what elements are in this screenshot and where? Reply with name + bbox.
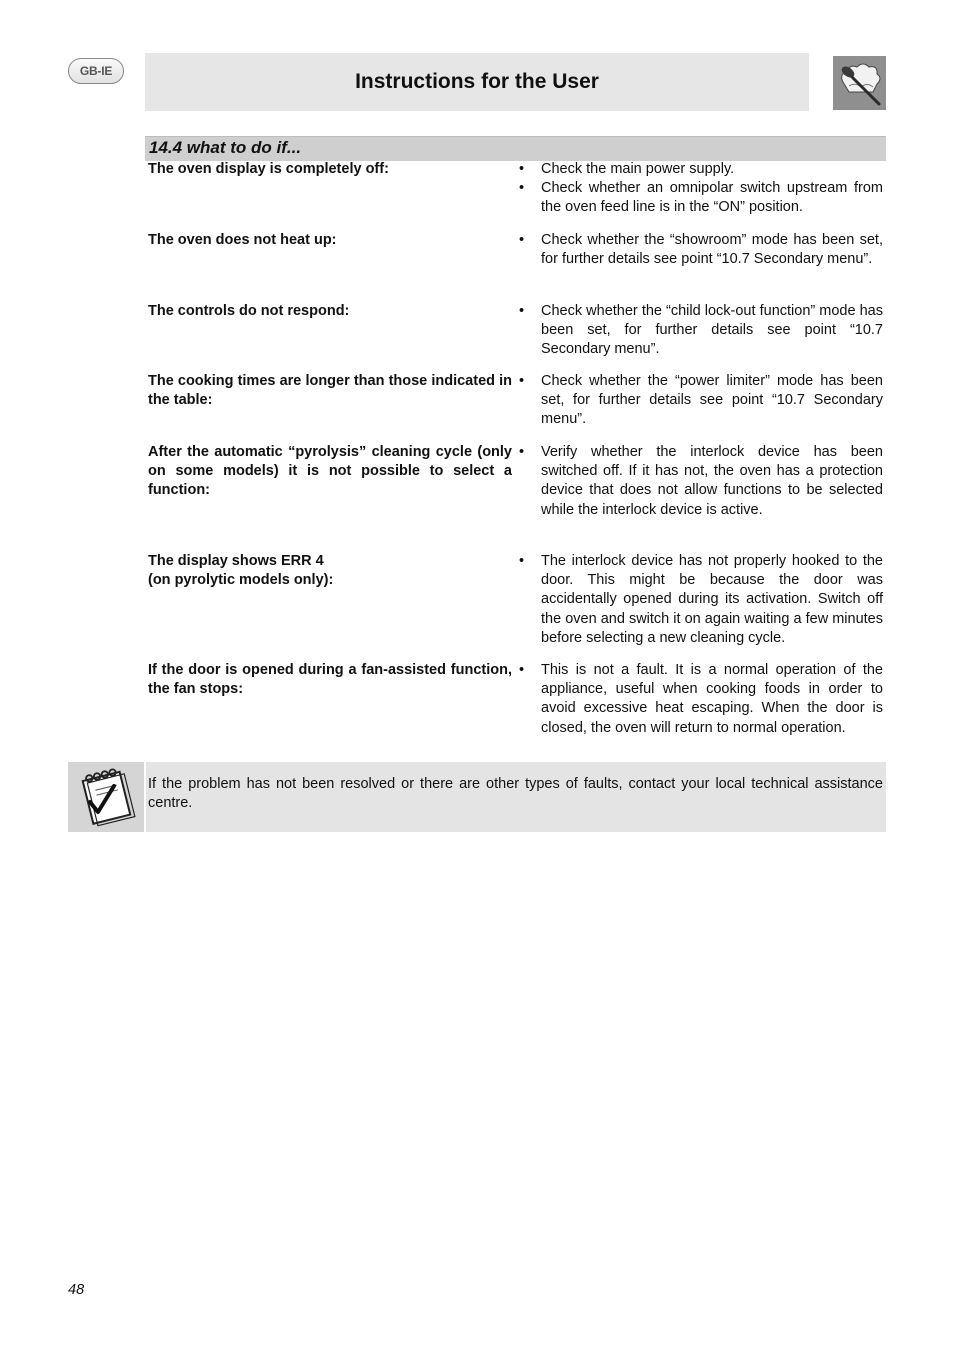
bullet-icon: •: [519, 180, 525, 197]
solution-list: [518, 231, 883, 269]
solution-item: [518, 443, 883, 520]
bullet-icon: •: [519, 232, 525, 248]
chef-spoon-icon: [833, 56, 886, 110]
problem-line: The display shows ERR 4: [148, 553, 324, 569]
solution-list: [518, 443, 883, 520]
section-title: 14.4 what to do if...: [149, 138, 302, 157]
bullet-icon: •: [519, 553, 525, 569]
solution-item: [518, 302, 883, 360]
solution-text: Check whether the “showroom” mode has been set, for further details see point “10.7 Secondary menu”.: [541, 232, 883, 268]
language-code: GB-IE: [79, 64, 113, 78]
solution-list: [518, 160, 883, 218]
problem-text: [148, 552, 512, 590]
solution-text: The interlock device has not properly hooked to the door. This might be because the door was accidentally opened during its activation. Switch off the oven and switch it on again waiting a few minutes before selecting a new cleaning cycle.: [541, 553, 883, 646]
solution-list: [518, 552, 883, 648]
solution-item: [518, 552, 883, 648]
solution-text: Check whether the “power limiter” mode has been set, for further details see point “10.7 Secondary menu”.: [541, 373, 883, 428]
solution-text: Check the main power supply.: [541, 161, 735, 177]
solution-text: Check whether the “child lock-out function” mode has been set, for further details see point “10.7 Secondary menu”.: [541, 303, 883, 358]
solution-text: This is not a fault. It is a normal operation of the appliance, useful when cooking foods in order to avoid excessive heat escaping. When the door is closed, the oven will return to normal operation.: [541, 662, 883, 736]
problem-text: The cooking times are longer than those indicated in the table:: [148, 373, 512, 409]
solution-item: [518, 160, 883, 179]
language-badge: [68, 58, 124, 84]
solution-text: Verify whether the interlock device has been switched off. If it has not, the oven has a protection device that does not allow functions to be selected while the interlock device is active.: [541, 444, 883, 518]
page-title: Instructions for the User: [355, 70, 599, 93]
problem-text: If the door is opened during a fan-assisted function, the fan stops:: [148, 662, 512, 698]
note-icon-box: [68, 762, 144, 832]
bullet-icon: •: [519, 303, 525, 319]
solution-item: [518, 661, 883, 738]
solution-item: [518, 179, 883, 217]
notepad-check-icon: [68, 762, 144, 832]
page-number: 48: [68, 1282, 85, 1298]
problem-line: (on pyrolytic models only):: [148, 572, 334, 589]
solution-text: Check whether an omnipolar switch upstream from the oven feed line is in the “ON” position.: [541, 180, 883, 216]
solution-list: [518, 302, 883, 360]
problem-text: After the automatic “pyrolysis” cleaning cycle (only on some models) it is not possible to select a function:: [148, 444, 512, 499]
bullet-icon: •: [519, 444, 525, 460]
bullet-icon: •: [519, 662, 525, 678]
bullet-icon: •: [519, 161, 525, 177]
bullet-icon: •: [519, 373, 525, 389]
page-header: [145, 53, 809, 111]
problem-text: The controls do not respond:: [148, 303, 350, 319]
solution-item: [518, 231, 883, 269]
solution-list: [518, 372, 883, 430]
problem-text: The oven display is completely off:: [148, 161, 389, 177]
section-header: [145, 136, 886, 161]
solution-list: [518, 661, 883, 738]
problem-text: The oven does not heat up:: [148, 232, 337, 248]
note-box: [146, 762, 886, 832]
note-text: If the problem has not been resolved or there are other types of faults, contact your local technical assistance centre.: [148, 776, 883, 812]
solution-item: [518, 372, 883, 430]
